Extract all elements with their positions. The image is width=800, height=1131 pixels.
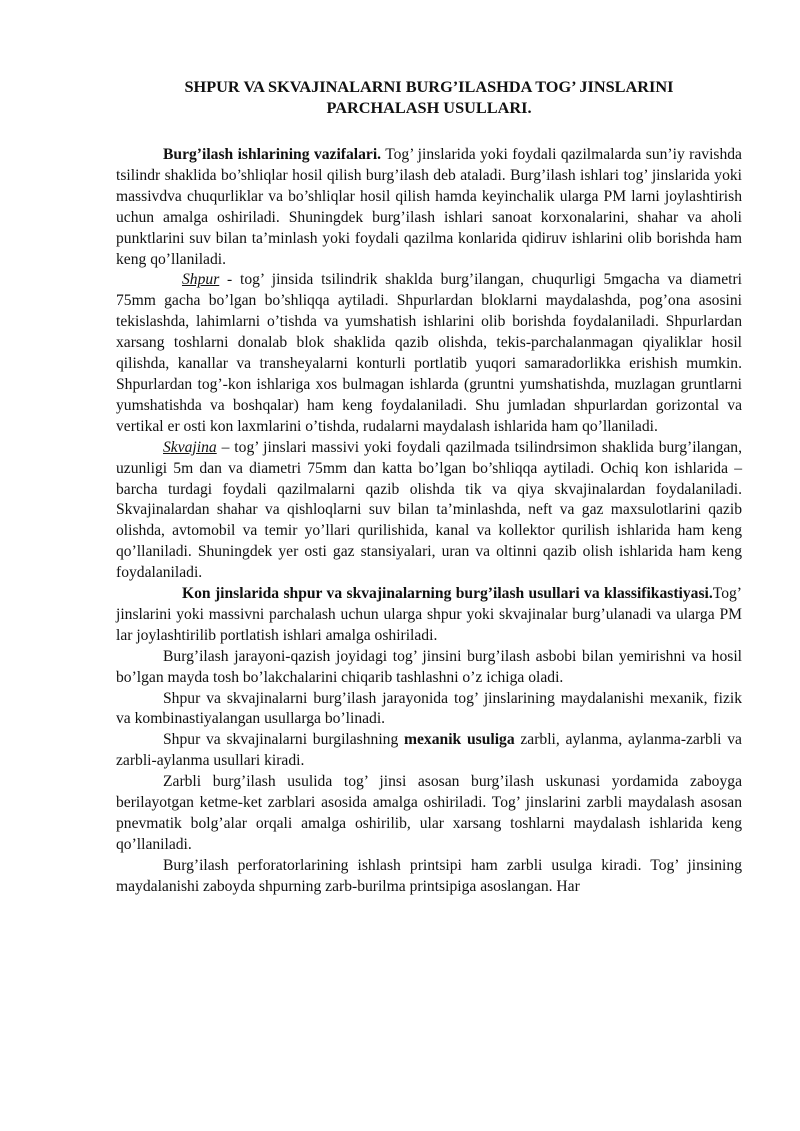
mechanical-method-pre: Shpur va skvajinalarni burgilashning <box>163 731 405 749</box>
shpur-definition-text: - tog’ jinsida tsilindrik shaklda burg’ilangan, chuqurligi 5mgacha va diametri 75mm gacha bo’lgan bo’shliqqa aytiladi. Shpurlardan bloklarni maydalashda, pog’ona asosini tekislashda, lahimlarni o’tishda va yumshatish ishlarini olib borishda foydalaniladi. Shpurlardan xarsang toshlarni donalab blok shaklida qazib olishda, tekis-parchalanmagan qiyaliklar hosil qilishda, kanallar va transheyalarni konturli portlatib yuqori samaradorlikka erishish mumkin. Shpurlardan tog’-kon ishlariga xos bulmagan ishlarda (gruntni yumshatishda, muzlagan gruntlarni yumshatishda va boshqalar) ham keng foydalaniladi. Shu jumladan shpurlardan gorizontal va vertikal er osti kon laxmlarini o’tishda, rudalarni maydalash ishlarida ham qo’llaniladi. <box>116 271 742 435</box>
paragraph-shpur-definition <box>116 270 742 437</box>
paragraph-rock-breaking-types: Shpur va skvajinalarni burg’ilash jarayonida tog’ jinslarining maydalanishi mexanik, fizik va kombinastiyalangan usullarga bo’linadi. <box>116 689 742 728</box>
title-line-1: SHPUR VA SKVAJINALARNI BURG’ILASHDA TOG’ JINSLARINI <box>184 77 674 96</box>
drilling-methods-heading: Kon jinslarida shpur va skvajinalarning burg’ilash usullari va klassifikastiyasi. <box>182 585 713 603</box>
paragraph-drilling-methods <box>116 584 742 647</box>
paragraph-percussive-drilling: Zarbli burg’ilash usulida tog’ jinsi asosan burg’ilash uskunasi yordamida zaboyga berilayotgan ketme-ket zarblari asosida amalga oshiriladi. Tog’ jinslarini zarbli maydalash asosan pnevmatik bolg’alar orqali amalga oshirilib, ular xarsang toshlarni maydalash ishlarida keng qo’llaniladi. <box>116 773 742 853</box>
drilling-tasks-heading: Burg’ilash ishlarining vazifalari. <box>163 146 382 163</box>
mechanical-method-term: mexanik usuliga <box>404 731 515 749</box>
skvajina-definition-text: – tog’ jinslari massivi yoki foydali qazilmada tsilindrsimon shaklida burg’ilangan, uzunligi 5m dan va diametri 75mm dan katta bo’lgan bo’shliqqa aytiladi. Ochiq kon ishlarida – barcha turdagi foydali qazilmalarni qazib olishda tik va qiya skvajinalardan foydalaniladi. Skvajinalardan shahar va qishloqlarni suv bilan ta’minlashda, neft va gaz maxsulotlarini qazib olishda, avtomobil va temir yo’llari qurilishida, kanal va kollektor qurilish ishlarida ham keng qo’llaniladi. Shuningdek yer osti gaz stansiyalari, uran va oltinni qazib olish ishlarida ham keng foydalaniladi. <box>116 438 742 582</box>
shpur-term: Shpur <box>182 271 220 289</box>
document-title <box>116 76 742 118</box>
paragraph-skvajina-definition <box>116 438 742 584</box>
drilling-methods-text: Tog’ jinslarini yoki massivni parchalash uchun ularga shpur yoki skvajinalar burg’ulanadi va ularga PM lar joylashtirilib portlatish ishlari amalga oshiriladi. <box>116 585 742 644</box>
paragraph-drilling-process: Burg’ilash jarayoni-qazish joyidagi tog’ jinsini burg’ilash asbobi bilan yemirishni va hosil bo’lgan mayda tosh bo’lakchalarini chiqarib tashlashni o’z ichiga oladi. <box>116 647 742 686</box>
paragraph-perforators: Burg’ilash perforatorlarining ishlash printsipi ham zarbli usulga kiradi. Tog’ jinsining maydalanishi zaboyda shpurning zarb-burilma printsipiga asoslangan. Har <box>116 856 742 895</box>
title-line-2: PARCHALASH USULLARI. <box>326 98 532 117</box>
skvajina-term: Skvajina <box>163 438 217 456</box>
paragraph-drilling-tasks <box>116 145 742 270</box>
paragraph-mechanical-method <box>116 730 742 772</box>
drilling-tasks-text: Tog’ jinslarida yoki foydali qazilmalarda sun’iy ravishda tsilindr shaklida bo’shliqlar hosil qilish burg’ilash deb ataladi. Burg’ilash ishlari tog’ jinslarida yoki massivdva chuqurliklar va bo’shliqlar hosil qilish hamda keyinchalik ularga PM larni joylashtirish uchun amalga oshiriladi. Shuningdek burg’ilash ishlari sanoat korxonalarini, shahar va aholi punktlarini suv bilan ta’minlash yoki foydali qazilma konlarida qidiruv ishlarini olib borishda ham keng qo’llaniladi. <box>116 146 742 268</box>
mechanical-method-post: zarbli, aylanma, aylanma-zarbli va zarbli-aylanma usullari kiradi. <box>116 731 742 770</box>
